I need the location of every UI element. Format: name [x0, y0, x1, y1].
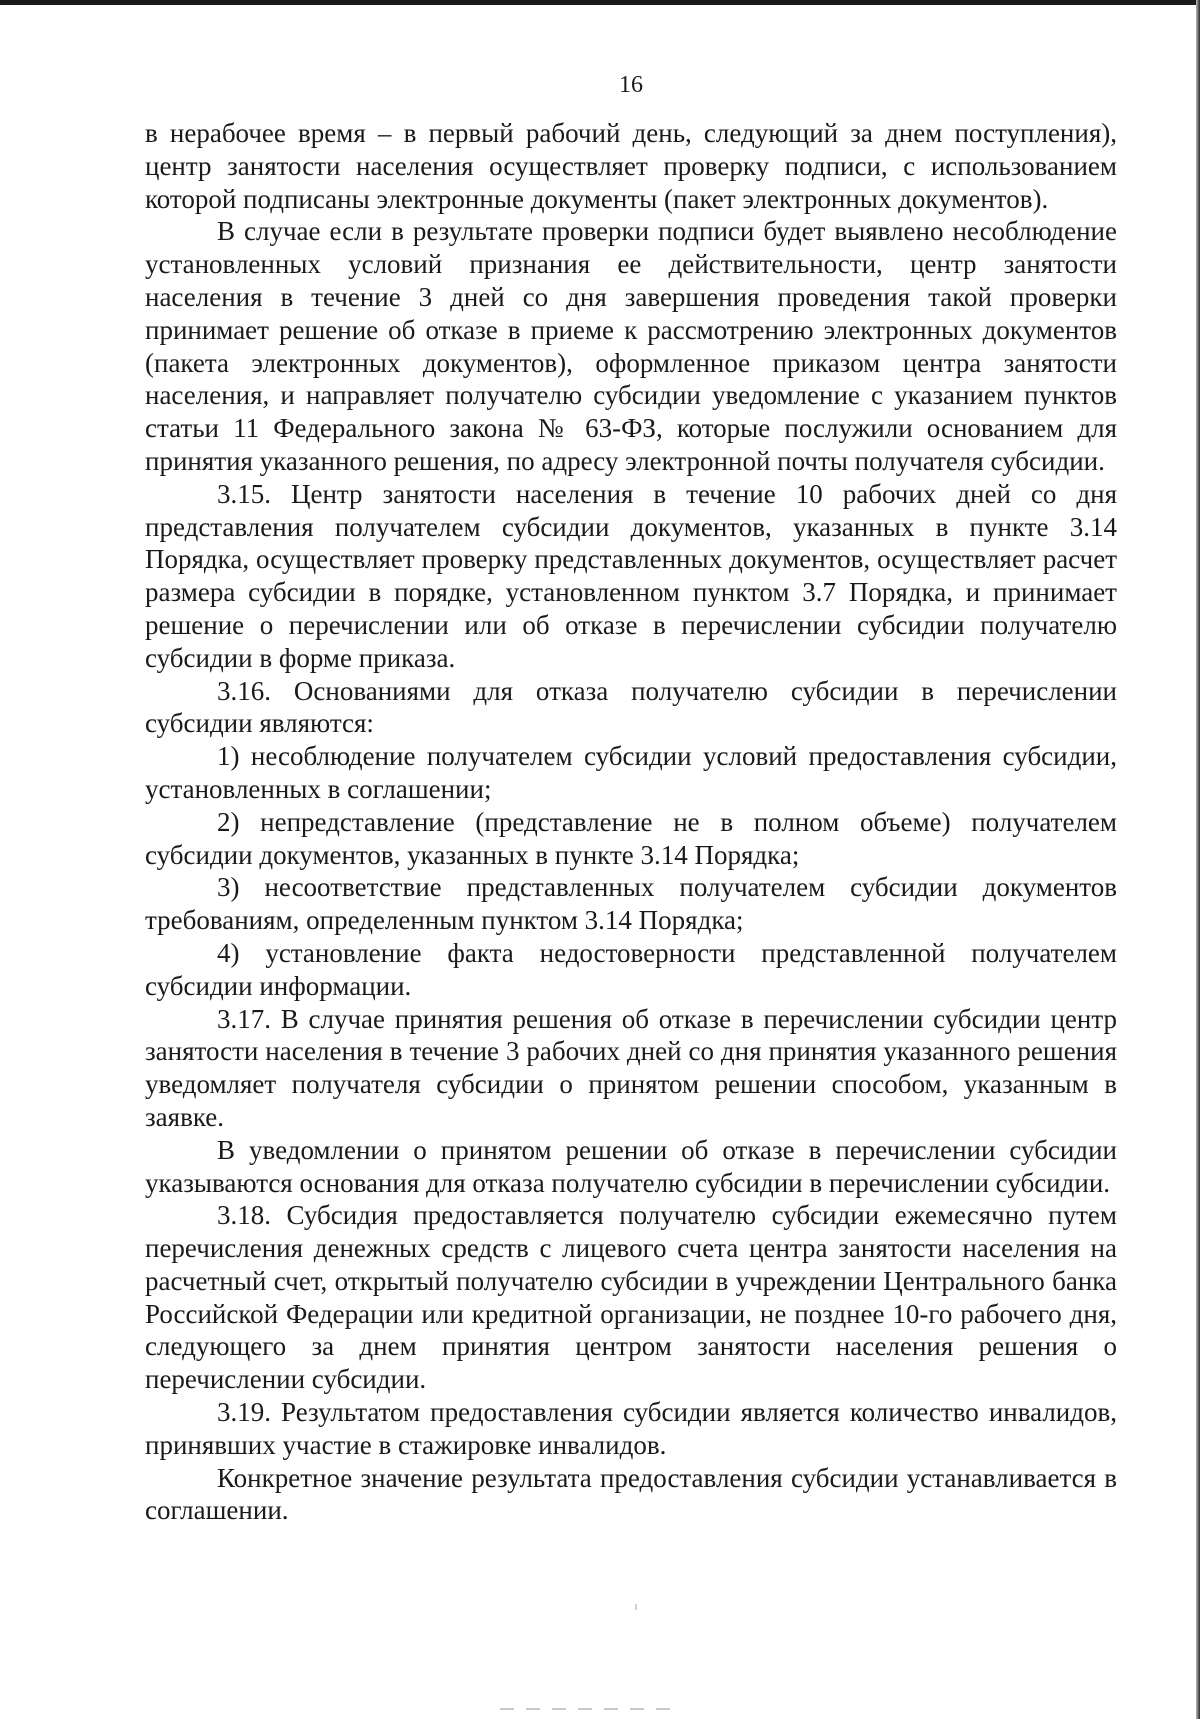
paragraph-3-17: 3.17. В случае принятия решения об отказе в перечислении субсидии центр занятости населения в течение 3 рабочих дней со дня принятия указанного решения уведомляет получателя субсидии о принятом решении способом, указанным в заявке. — [145, 1003, 1117, 1132]
scan-speck — [635, 1604, 637, 1610]
paragraph-3-19: 3.19. Результатом предоставления субсидии является количество инвалидов, принявших участие в стажировке инвалидов. — [145, 1397, 1117, 1460]
paragraph-3-15: 3.15. Центр занятости населения в течение 10 рабочих дней со дня представления получателем субсидии документов, указанных в пункте 3.14 Порядка, осуществляет проверку представленных документов, осуществляет расчет размера субсидии в порядке, установленном пунктом 3.7 Порядка, и принимает решение о перечислении или об отказе в перечислении субсидии получателю субсидии в форме приказа. — [145, 478, 1117, 673]
paragraph-result-value: Конкретное значение результата предоставления субсидии устанавливается в соглашении. — [145, 1462, 1117, 1526]
document-body — [145, 117, 1117, 1527]
scan-edge-right — [1196, 0, 1200, 1719]
list-item-2: 2) непредставление (представление не в полном объеме) получателем субсидии документов, указанных в пункте 3.14 Порядка; — [145, 806, 1117, 870]
paragraph-notification: В уведомлении о принятом решении об отказе в перечислении субсидии указываются основания для отказа получателю субсидии в перечислении субсидии. — [145, 1134, 1117, 1198]
scan-footer-marks — [500, 1708, 680, 1710]
page-number: 16 — [619, 72, 643, 98]
paragraph-3-16: 3.16. Основаниями для отказа получателю субсидии в перечислении субсидии являются: — [145, 675, 1117, 739]
list-item-4: 4) установление факта недостоверности представленной получателем субсидии информации. — [145, 937, 1117, 1001]
list-item-3: 3) несоответствие представленных получателем субсидии документов требованиям, определенным пунктом 3.14 Порядка; — [145, 872, 1117, 936]
paragraph-signature-check: В случае если в результате проверки подписи будет выявлено несоблюдение установленных условий признания ее действительности, центр занятости населения в течение 3 дней со дня завершения проведения такой проверки принимает решение об отказе в приеме к рассмотрению электронных документов (пакета электронных документов), оформленное приказом центра занятости населения, и направляет получателю субсидии уведомление с указанием пунктов статьи 11 Федерального закона № 63-ФЗ, которые послужили основанием для принятия указанного решения, по адресу электронной почты получателя субсидии. — [145, 216, 1117, 476]
list-item-1: 1) несоблюдение получателем субсидии условий предоставления субсидии, установленных в соглашении; — [145, 741, 1117, 804]
paragraph-continuation: в нерабочее время – в первый рабочий день, следующий за днем поступления), центр занятости населения осуществляет проверку подписи, с использованием которой подписаны электронные документы (пакет электронных документов). — [145, 118, 1117, 214]
scan-edge-top — [0, 0, 1200, 5]
paragraph-3-18: 3.18. Субсидия предоставляется получателю субсидии ежемесячно путем перечисления денежных средств с лицевого счета центра занятости населения на расчетный счет, открытый получателю субсидии в учреждении Центрального банка Российской Федерации или кредитной организации, не позднее 10-го рабочего дня, следующего за днем принятия центром занятости населения решения о перечислении субсидии. — [145, 1200, 1117, 1395]
